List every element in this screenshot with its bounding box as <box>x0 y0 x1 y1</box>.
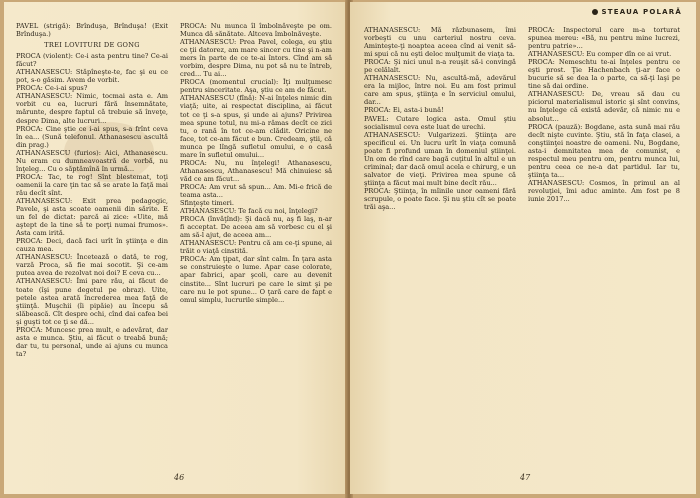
dialogue-paragraph: ATHANASESCU (fînă): N-ai înţeles nimic din viaţă; uite, ai respectat disciplina, ai făcut tot ce ţi s-a spus, şi unde ai ajuns? Privirea mea spune totul, nu mi-a rămas decît ce zici tu, o rană în tot ce-am clădit. Oricine ne face, tot ce-am făcut e bun. Credeam, ştii, că munca pe lîngă sufletul omului, e o casă mare în sufletul omului... <box>180 94 332 159</box>
dialogue-paragraph: ATHANASESCU: Te facă cu noi, înţelegi? <box>180 207 318 216</box>
left-column-2 <box>180 22 332 462</box>
dialogue-paragraph: ATHANASESCU: Cosmos, în primul an al revoluţiei, îmi aduc aminte. Am fost pe 8 iunie 2017... <box>528 178 680 203</box>
dialogue-paragraph: ATHANASESCU: Stăpîneşte-te, fac şi eu ce pot, s-o găsim. Avem de vorbit. <box>16 68 168 85</box>
dialogue-paragraph: PROCA: Am ţipat, dar sînt calm. În ţara asta se construieşte o lume. Apar case colorate, apar fabrici, apar şcoli, care au devenit cinstite... Sînt lucruri pe care le simt şi pe care nu le pot spune... O ţară care de fapt e omul simplu, lucrurile simple... <box>180 255 332 304</box>
right-column-1 <box>364 26 516 466</box>
dialogue-paragraph: ATHANASESCU (furios): Aici, Athanasescu. Nu eram cu dumneavoastră de vorbă, nu înţeleg... Cu o săptămînă în urmă... <box>16 148 168 173</box>
dialogue-paragraph: PROCA: Inspectorul care m-a torturat spunea mereu: «Bă, nu pentru mine lucrezi, pentru patrie»... <box>528 26 680 51</box>
running-head <box>592 8 683 16</box>
dialogue-paragraph: PROCA: Şi nici unul n-a reuşit să-i convingă pe celălalt. <box>364 58 516 75</box>
dialogue-paragraph: ATHANASESCU: Pentru că am ce-ţi spune, ai trăit o viaţă cinstită. <box>180 239 332 256</box>
dialogue-paragraph: PROCA: Nu munca îl îmbolnăveşte pe om. Munca dă sănătate. Altceva îmbolnăveşte. <box>180 22 332 39</box>
right-column-2 <box>528 26 680 466</box>
scene-direction: TREI LOVITURI DE GONG <box>44 41 140 50</box>
dialogue-paragraph: ATHANASESCU: Exit prea pedagogic, Pavele, şi asta scoate oamenii din sărite. E un fel de dictat: parcă ai zice: «Uite, mă aştept de la tine să te porţi numai frumos». Asta cam irită. <box>16 196 168 238</box>
running-head-text: STEAUA POLARĂ <box>601 8 682 16</box>
right-page <box>350 2 696 494</box>
dialogue-paragraph: ATHANASESCU: Eu comper dîn ce ai vrut. <box>528 50 672 59</box>
dialogue-paragraph: ATHANASESCU: Nu, ascultă-mă, adevărul era la mijloc, între noi. Eu am fost primul care am spus, ştiinţa e în serviciul omului, dar... <box>364 74 516 107</box>
dialogue-paragraph: PROCA: Nu, nu înţelegi! Athanasescu, Athanasescu, Athanasescu! Mă chinuiesc să văd ce am făcut... <box>180 158 332 183</box>
page-number-left: 46 <box>174 473 185 482</box>
dialogue-paragraph: ATHANASESCU: Vulgarizezi. Ştiinţa are specificul ei. Un lucru urît în viaţa comună poate fi profund uman în domeniul ştiinţei. Un om de rînd care bagă cuţitul în altul e un criminal; dar dacă omul acela e chirurg, e un salvator de vieţi. Privirea mea spune că ştiinţa a făcut mai mult bine decît rău... <box>364 130 516 187</box>
dialogue-paragraph: ATHANASESCU: Nimic, tocmai asta e. Am vorbit cu ea, lucruri fără însemnătate, mărunte, despre faptul că trebuie să înveţe, despre Dima, alte lucruri... <box>16 92 168 125</box>
dialogue-paragraph: PROCA: Tac, te rog! Sînt blestemat, toţi oamenii la care ţin tac să se arate la faţă mai rău decît sînt. <box>16 172 168 197</box>
dialogue-paragraph: PROCA: Deci, dacă faci urît în ştiinţa e din cauza mea. <box>16 237 168 254</box>
dialogue-paragraph: PROCA: Ei, asta-i bună! <box>364 106 444 115</box>
dialogue-paragraph: PROCA: Ce-i-ai spus? <box>16 84 88 93</box>
dialogue-paragraph: ATHANASESCU: Mă răzbunasem, îmi vorbeşti cu unu carteriul nostru ceva. Aminteşte-ţi noaptea aceea cînd ai venit să-mi spui că nu eşti deloc mulţumit de viaţa ta. <box>364 26 516 59</box>
dialogue-paragraph: PROCA: Muncesc prea mult, e adevărat, dar asta e munca. Ştiu, ai făcut o treabă bună; dar tu, tu personal, unde ai ajuns cu munca ta? <box>16 325 168 358</box>
dialogue-paragraph: PAVEL (strigă): Brînduşa, Brînduşa! (Exit Brînduşa.) <box>16 22 168 39</box>
dialogue-paragraph: PROCA (violent): Ce-i asta pentru tine? Ce-ai făcut? <box>16 52 168 69</box>
dialogue-paragraph: ATHANASESCU: Prea Pavel, colega, eu ştiu ce ţii datorez, am mare sincer cu tine şi n-am mers în parte de ce te-ai întors. Cînd am să vorbim, despre Dima, nu pot să nu te întreb, cred... Tu ai... <box>180 38 332 79</box>
dialogue-paragraph: PROCA: Am vrut să spun... Am. Mi-e frică de teama asta... <box>180 182 332 199</box>
left-page <box>4 2 348 494</box>
dialogue-paragraph: PROCA (pauză): Bogdane, asta sună mai rău decît nişte cuvinte. Ştiu, stă în faţa clasei, a conştiinţei noastre de oameni. Nu, Bogdane, asta-i demnitatea mea de comunist, e respectul meu pentru om, pentru munca lui, pentru ceea ce ne-a dat partidul. Iar tu, ştiinţa ta... <box>528 122 680 179</box>
bullet-icon <box>592 9 598 15</box>
dialogue-paragraph: PROCA: Nemeschtu te-ai înţeles pentru ce eşti prost. Ţie Hachenbach ţi-ar face o bucurie să se dea la o parte, ca să-ţi laşi pe tine să dai ordine. <box>528 58 680 91</box>
dialogue-paragraph: PAVEL: Cutare logica asta. Omul ştiu socialismul ceva este luat de urechi. <box>364 114 516 131</box>
left-column-1 <box>16 22 168 462</box>
page-number-right: 47 <box>520 473 531 482</box>
dialogue-paragraph: Sfinţeşte timeri. <box>180 199 235 208</box>
dialogue-paragraph: ATHANASESCU: Îmi pare rău, ai făcut de toate (îşi pune degetul pe obraz). Uite, petele astea arată încrederea mea faţă de ştiinţă. Muşchii (îi pipăie) au începu să slăbească. Cît despre ochi, cînd dai cafea bei şi guşti tot ce ţi se dă... <box>16 277 168 326</box>
dialogue-paragraph: PROCA: Cine ştie ce i-ai spus, s-a frînt ceva în ea... (Sună telefonul. Athanasescu ascultă din prag.) <box>16 124 168 149</box>
dialogue-paragraph: ATHANASESCU: De, vreau să dau cu piciorul materialismul istoric şi sînt convins, nu înţelege că există adevăr, că nimic nu e absolut... <box>528 90 680 123</box>
dialogue-paragraph: PROCA (momentul crucial): Îţi mulţumesc pentru sinceritate. Aşa, ştiu ce am de făcut. <box>180 78 332 95</box>
dialogue-paragraph: PROCA (învăţînd): Şi dacă nu, aş fi laş, n-ar fi acceptat. De aceea am să vorbesc cu el şi am să-l ajut, de aceea am... <box>180 215 332 240</box>
dialogue-paragraph: ATHANASESCU: Încetează o dată, te rog, varză Proca, să fie mai socotit. Şi ce-am putea avea de rezolvat noi doi? E ceva cu... <box>16 253 168 278</box>
dialogue-paragraph: PROCA: Ştiinţa, în mîinile unor oameni fără scrupule, o poate face. Şi nu ştiu cît se poate trăi aşa... <box>364 186 516 212</box>
